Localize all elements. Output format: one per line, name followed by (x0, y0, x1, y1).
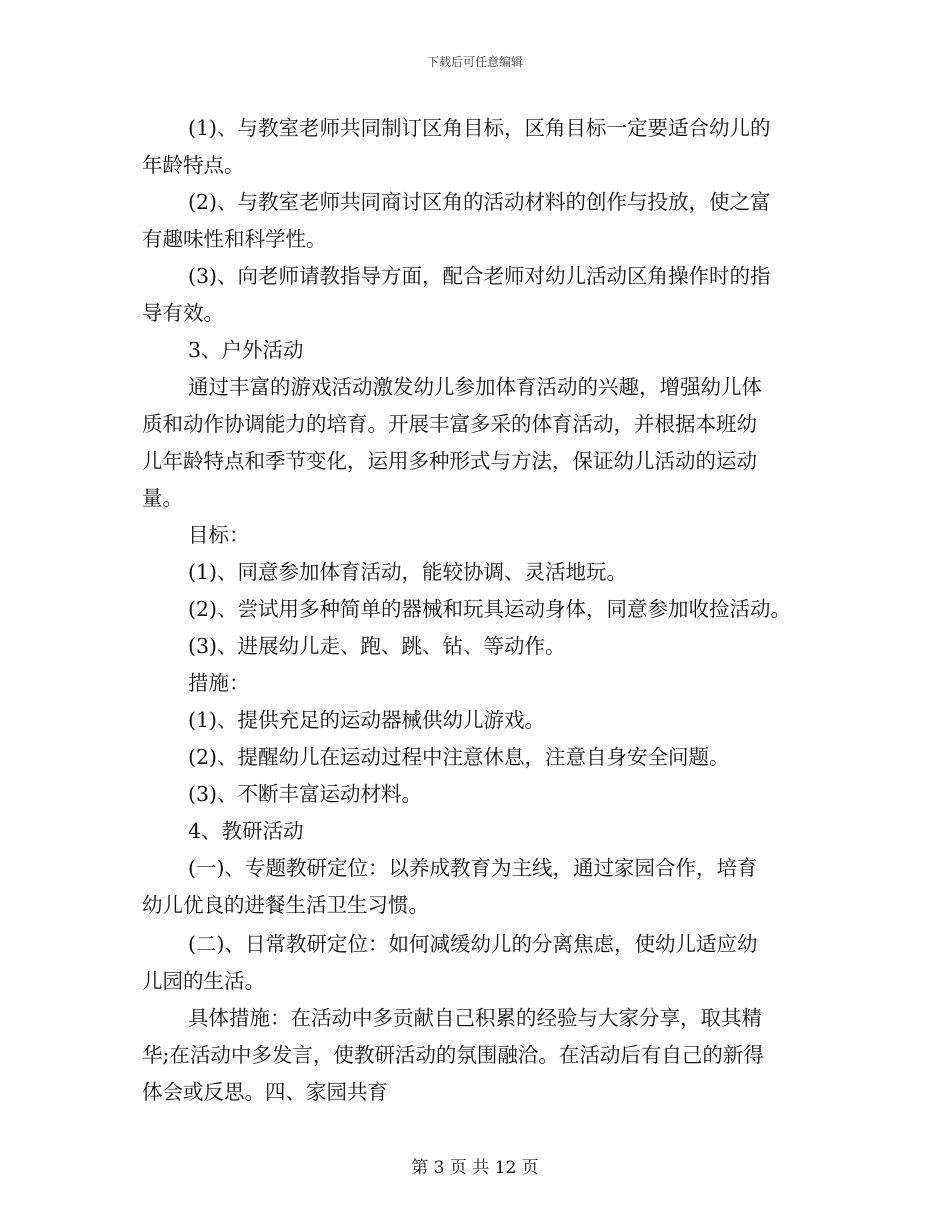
page-header: 下载后可任意编辑 (426, 55, 523, 69)
body-line: (1)、同意参加体育活动，能较协调、灵活地玩。 (188, 560, 628, 584)
body-line: 导有效。 (142, 301, 224, 325)
body-line: (二)、日常教研定位：如何减缓幼儿的分离焦虑，使幼儿适应幼 (188, 932, 758, 956)
body-line: (2)、与教室老师共同商讨区角的活动材料的创作与投放，使之富 (188, 190, 771, 214)
body-line: 量。 (142, 486, 183, 510)
body-line: 年龄特点。 (142, 153, 245, 177)
section-heading: 3、户外活动 (188, 338, 304, 362)
body-line: 幼儿优良的进餐生活卫生习惯。 (142, 893, 429, 917)
body-line: (3)、不断丰富运动材料。 (188, 782, 423, 806)
body-line: 有趣味性和科学性。 (142, 227, 327, 251)
body-line: (3)、向老师请教指导方面，配合老师对幼儿活动区角操作时的指 (188, 264, 771, 288)
body-line: 儿年龄特点和季节变化，运用多种形式与方法，保证幼儿活动的运动 (142, 449, 757, 473)
page-footer: 第 3 页 共 12 页 (411, 1158, 539, 1178)
body-line: 具体措施：在活动中多贡献自己积累的经验与大家分享，取其精 (188, 1006, 762, 1030)
subheading: 目标： (188, 523, 250, 547)
body-line: (一)、专题教研定位：以养成教育为主线，通过家园合作，培育 (188, 856, 758, 880)
body-line: 儿园的生活。 (142, 969, 265, 993)
body-line: 华;在活动中多发言，使教研活动的氛围融洽。在活动后有自己的新得 (142, 1043, 764, 1067)
body-line: (1)、与教室老师共同制订区角目标，区角目标一定要适合幼儿的 (188, 116, 771, 140)
body-line: (1)、提供充足的运动器械供幼儿游戏。 (188, 708, 546, 732)
body-line: 质和动作协调能力的培育。开展丰富多采的体育活动，并根据本班幼 (142, 412, 757, 436)
body-line: 通过丰富的游戏活动激发幼儿参加体育活动的兴趣，增强幼儿体 (188, 375, 762, 399)
subheading: 措施： (188, 671, 250, 695)
section-heading: 4、教研活动 (188, 819, 304, 843)
body-line: (2)、提醒幼儿在运动过程中注意休息，注意自身安全问题。 (188, 745, 730, 769)
body-line: 体会或反思。四、家园共育 (142, 1080, 388, 1104)
body-line: (2)、尝试用多种简单的器械和玩具运动身体，同意参加收捡活动。 (188, 597, 792, 621)
body-line: (3)、进展幼儿走、跑、跳、钻、等动作。 (188, 634, 566, 658)
